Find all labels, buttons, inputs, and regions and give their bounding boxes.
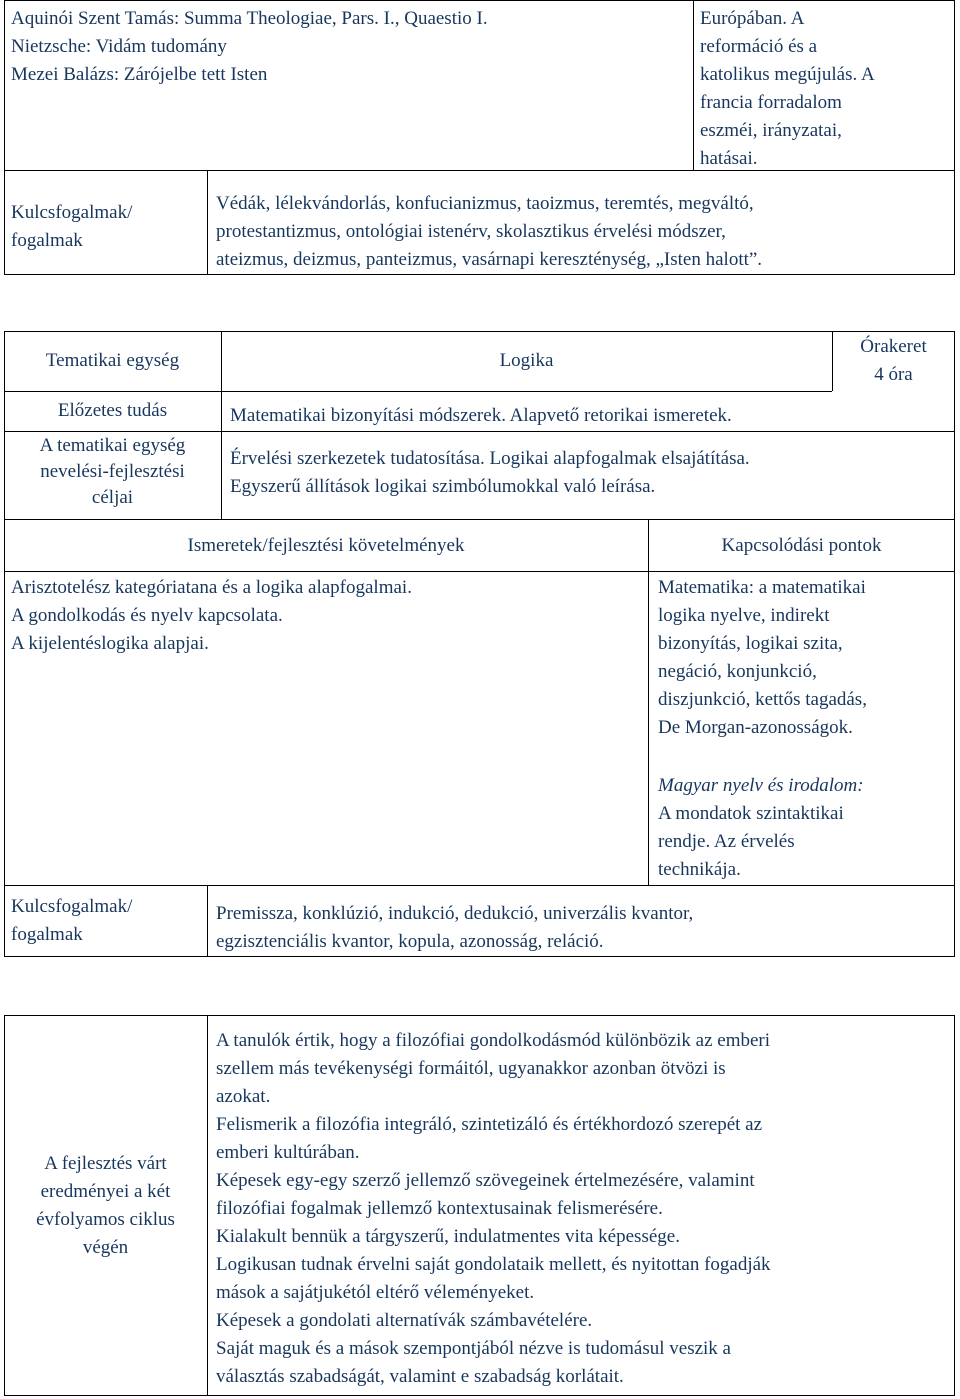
- outcome-line: emberi kultúrában.: [216, 1142, 360, 1163]
- outcome-line: Logikusan tudnak érvelni saját gondolataik mellett, és nyitottan fogadják: [216, 1254, 771, 1275]
- math-connection-line: logika nyelve, indirekt: [658, 605, 830, 626]
- prior-value: Matematikai bizonyítási módszerek. Alapvető retorikai ismeretek.: [230, 405, 732, 426]
- table-2-goals-divider: [4, 519, 955, 520]
- outcome-line: Felismerik a filozófia integráló, szintetizáló és értékhordozó szerepét az: [216, 1114, 763, 1135]
- unit-label: Tematikai egység: [45, 350, 180, 371]
- source-item: Nietzsche: Vidám tudomány: [11, 36, 227, 57]
- connection-line: katolikus megújulás. A: [700, 64, 875, 85]
- lit-connection: [658, 772, 864, 884]
- keywords-line: ateizmus, deizmus, panteizmus, vasárnapi kereszténység, „Isten halott”.: [216, 249, 763, 270]
- goals-label-line: nevelési-fejlesztési: [40, 461, 185, 482]
- keywords-label: [11, 199, 132, 255]
- requirements-list: [11, 574, 412, 658]
- keywords-text-2: [216, 900, 693, 956]
- goals-label-line: A tematikai egység: [39, 435, 186, 456]
- outcome-line: Saját maguk és a mások szempontjából nézve is tudomásul veszik a: [216, 1338, 731, 1359]
- prior-label: Előzetes tudás: [57, 400, 168, 421]
- math-connection-line: bizonyítás, logikai szita,: [658, 633, 843, 654]
- connection-text: [700, 5, 875, 173]
- math-connection: [658, 574, 867, 742]
- outcomes-label-line: eredményei a két: [40, 1181, 171, 1202]
- requirement-item: A gondolkodás és nyelv kapcsolata.: [11, 605, 283, 626]
- math-connection-line: Matematika: a matematikai: [658, 577, 866, 598]
- outcome-line: filozófiai fogalmak jellemző kontextusainak felismerésére.: [216, 1198, 663, 1219]
- math-connection-line: negáció, konjunkció,: [658, 661, 817, 682]
- outcome-line: választás szabadságát, valamint e szabadság korlátait.: [216, 1366, 624, 1387]
- goals-value: [230, 445, 750, 501]
- connection-line: hatásai.: [700, 148, 758, 169]
- lit-connection-line: rendje. Az érvelés: [658, 831, 795, 852]
- keywords-line: Premissza, konklúzió, indukció, dedukció, univerzális kvantor,: [216, 903, 694, 924]
- keywords-label-line: Kulcsfogalmak/: [11, 202, 133, 223]
- table-1-col-divider-bottom: [207, 170, 208, 275]
- outcomes-label: [4, 1150, 207, 1262]
- math-connection-line: De Morgan-azonosságok.: [658, 717, 853, 738]
- keywords-line: protestantizmus, ontológiai istenérv, skolasztikus érvelési módszer,: [216, 221, 726, 242]
- keywords-label-2: [11, 893, 132, 949]
- requirement-item: A kijelentéslogika alapjai.: [11, 633, 209, 654]
- outcomes-label-line: A fejlesztés várt: [44, 1153, 167, 1174]
- hours-label: Órakeret: [860, 336, 927, 357]
- requirements-header: Ismeretek/fejlesztési követelmények: [187, 535, 465, 556]
- table-2-col-keywords: [207, 885, 208, 957]
- table-2-header-divider: [4, 391, 832, 392]
- unit-title: Logika: [499, 350, 554, 371]
- outcome-line: mások a sajátjukétól eltérő véleményeket.: [216, 1282, 535, 1303]
- table-2-col-connections: [648, 519, 649, 885]
- lit-connection-title: Magyar nyelv és irodalom:: [658, 775, 864, 796]
- outcomes-label-line: évfolyamos ciklus: [36, 1209, 175, 1230]
- keywords-text: [216, 190, 762, 274]
- outcomes-label-line: végén: [82, 1237, 129, 1258]
- source-item: Mezei Balázs: Zárójelbe tett Isten: [11, 64, 268, 85]
- goals-label-line: céljai: [91, 487, 134, 508]
- table-3-col-divider: [207, 1015, 208, 1396]
- outcome-line: Képesek a gondolati alternatívák számbavételére.: [216, 1310, 593, 1331]
- table-2-prior-divider: [4, 431, 955, 432]
- outcomes-text: [216, 1027, 771, 1391]
- connection-line: francia forradalom: [700, 92, 842, 113]
- math-connection-line: diszjunkció, kettős tagadás,: [658, 689, 867, 710]
- lit-connection-line: technikája.: [658, 859, 741, 880]
- outcome-line: A tanulók értik, hogy a filozófiai gondolkodásmód különbözik az emberi: [216, 1030, 771, 1051]
- source-item: Aquinói Szent Tamás: Summa Theologiae, Pars. I., Quaestio I.: [11, 8, 488, 29]
- connection-line: reformáció és a: [700, 36, 818, 57]
- goals-line: Egyszerű állítások logikai szimbólumokkal való leírása.: [230, 476, 656, 497]
- table-2-keywords-divider: [4, 885, 955, 886]
- hours-value: 4 óra: [874, 364, 913, 385]
- source-list: [11, 5, 488, 89]
- outcome-line: Képesek egy-egy szerző jellemző szövegeinek értelmezésére, valamint: [216, 1170, 755, 1191]
- outcome-line: szellem más tevékenységi formáitól, ugyanakkor azonban ötvözi is: [216, 1058, 726, 1079]
- requirement-item: Arisztotelész kategóriatana és a logika alapfogalmai.: [11, 577, 412, 598]
- connections-header: Kapcsolódási pontok: [721, 535, 882, 556]
- table-2-subheader-divider: [4, 571, 955, 572]
- keywords-label-line: Kulcsfogalmak/: [11, 896, 133, 917]
- connection-line: Európában. A: [700, 8, 805, 29]
- hours-box: [832, 333, 955, 389]
- keywords-line: egzisztenciális kvantor, kopula, azonosság, reláció.: [216, 931, 604, 952]
- outcome-line: azokat.: [216, 1086, 271, 1107]
- keywords-label-line: fogalmak: [11, 924, 83, 945]
- connection-line: eszméi, irányzatai,: [700, 120, 842, 141]
- outcome-line: Kialakult bennük a tárgyszerű, indulatmentes vita képessége.: [216, 1226, 680, 1247]
- goals-line: Érvelési szerkezetek tudatosítása. Logikai alapfogalmak elsajátítása.: [230, 448, 750, 469]
- table-1-col-divider-top: [693, 0, 694, 170]
- keywords-label-line: fogalmak: [11, 230, 83, 251]
- lit-connection-line: A mondatok szintaktikai: [658, 803, 844, 824]
- keywords-line: Védák, lélekvándorlás, konfucianizmus, taoizmus, teremtés, megváltó,: [216, 193, 754, 214]
- goals-label: [4, 433, 221, 511]
